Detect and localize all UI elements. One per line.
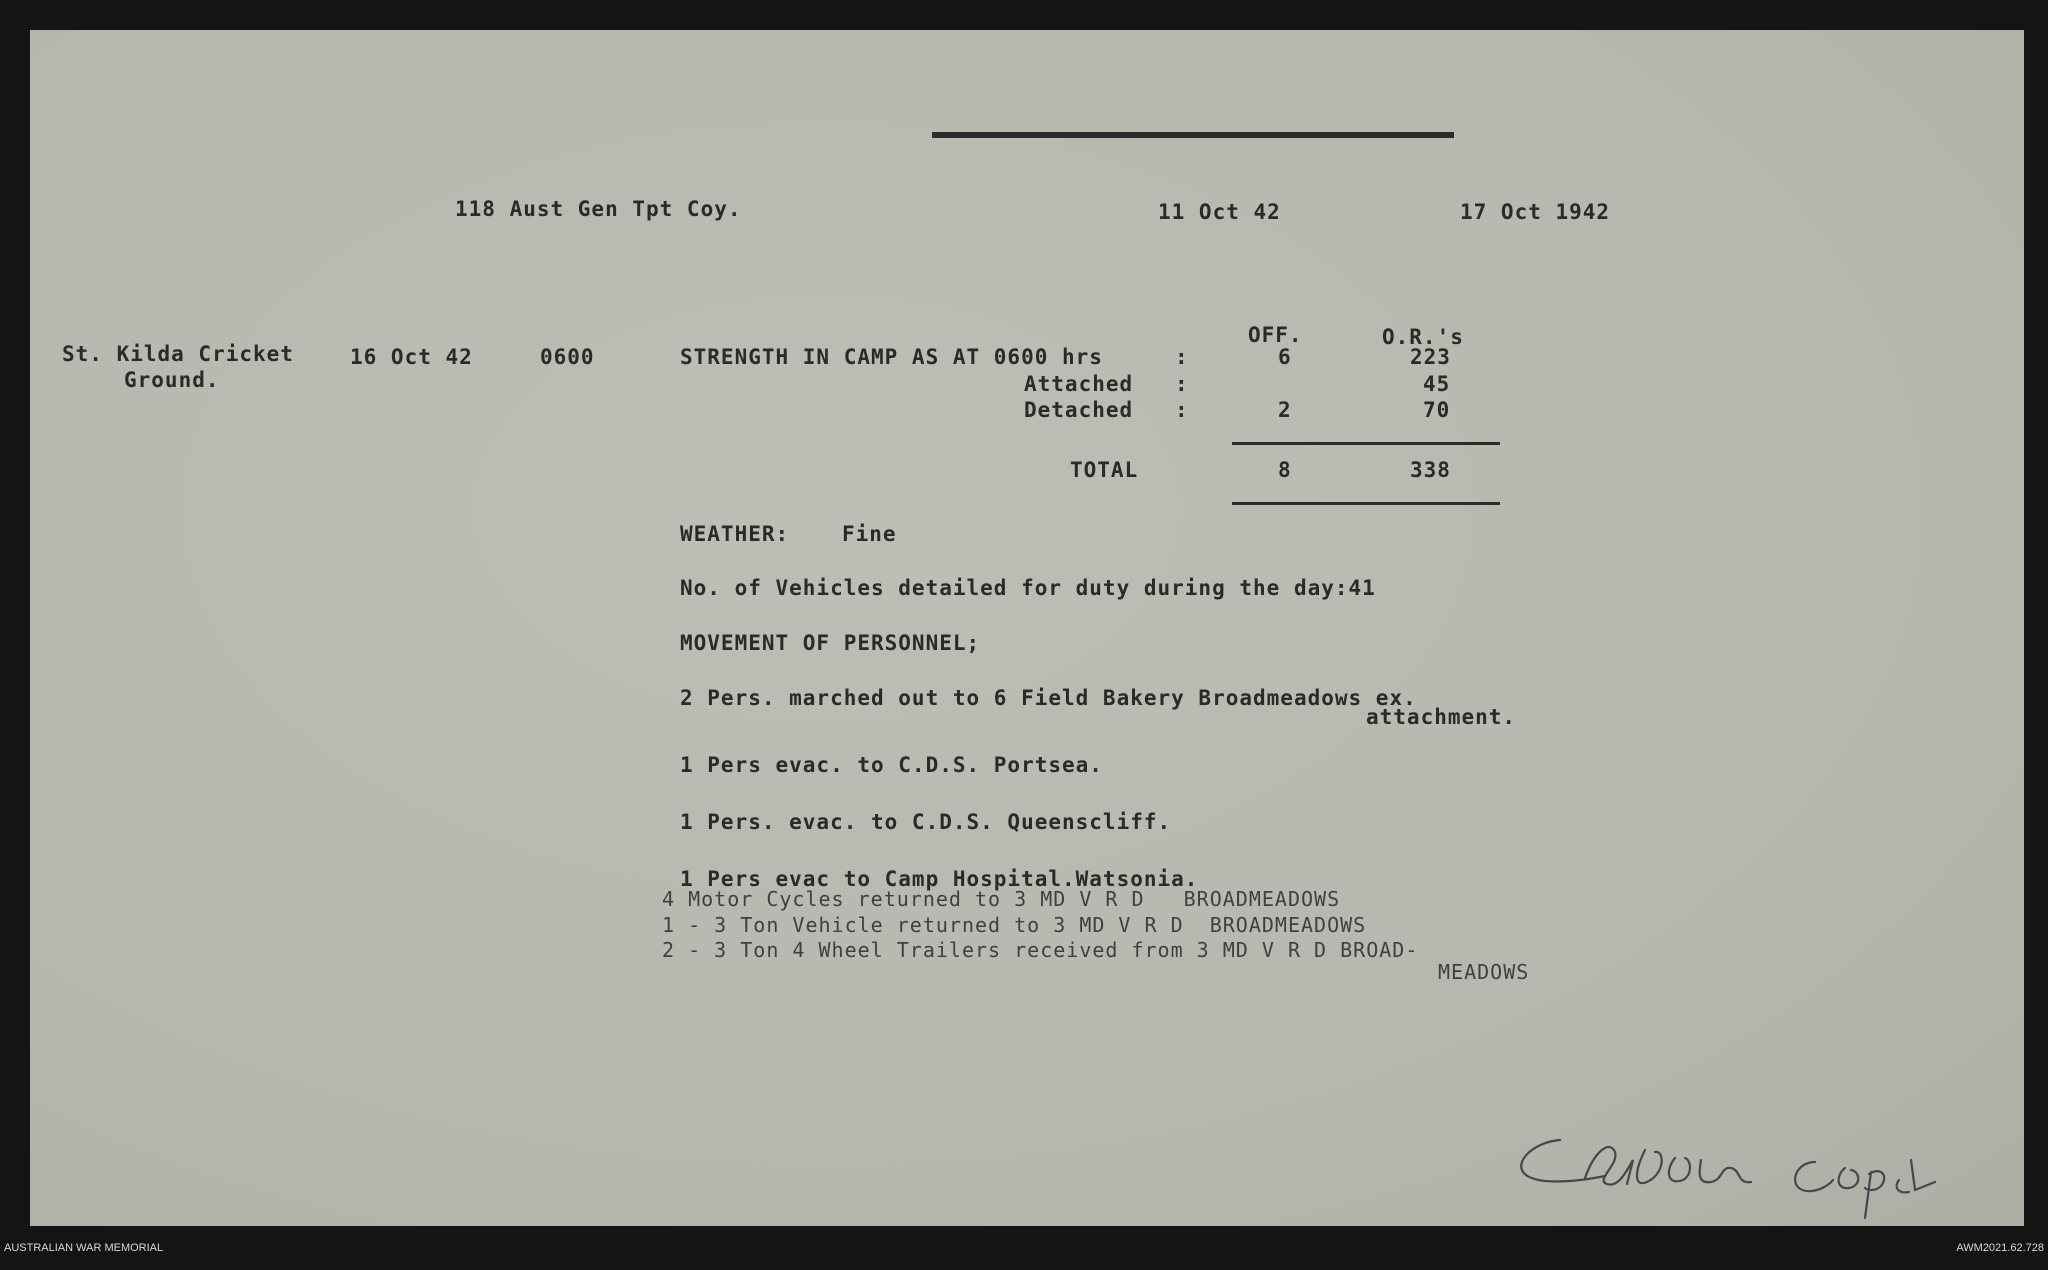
- place-line2: Ground.: [124, 368, 220, 392]
- total-off: 8: [1278, 458, 1292, 482]
- movement-4: 1 Pers evac to Camp Hospital.Watsonia.: [680, 867, 1199, 891]
- movement-heading: MOVEMENT OF PERSONNEL;: [680, 631, 981, 655]
- footer-right: AWM2021.62.728: [1956, 1242, 2044, 1254]
- date-from: 11 Oct 42: [1158, 200, 1281, 224]
- document-page: [30, 30, 2024, 1226]
- movement-1-cont: attachment.: [1366, 705, 1517, 729]
- date-to: 17 Oct 1942: [1460, 200, 1611, 224]
- total-rule-bottom: [1232, 502, 1500, 505]
- vehicle-movement-3: 2 - 3 Ton 4 Wheel Trailers received from 3 MD V R D BROAD-: [662, 938, 1419, 962]
- vehicle-movement-1: 4 Motor Cycles returned to 3 MD V R D BROADMEADOWS: [662, 887, 1341, 911]
- signature: [1515, 1110, 1975, 1220]
- strength-or-2: 45: [1423, 372, 1451, 396]
- col-off-header: OFF.: [1248, 323, 1303, 347]
- strength-off-1: 6: [1278, 345, 1292, 369]
- attached-label: Attached: [1024, 372, 1134, 396]
- total-label: TOTAL: [1070, 458, 1139, 482]
- detached-label: Detached: [1024, 398, 1134, 422]
- strength-title: STRENGTH IN CAMP AS AT 0600 hrs: [680, 345, 1103, 369]
- place-line1: St. Kilda Cricket: [62, 342, 294, 366]
- total-rule-top: [1232, 442, 1500, 445]
- strength-or-3: 70: [1423, 398, 1451, 422]
- top-rule: [932, 132, 1454, 138]
- weather-label: WEATHER:: [680, 522, 790, 546]
- strength-colon-2: :: [1175, 372, 1189, 396]
- total-or: 338: [1410, 458, 1451, 482]
- vehicle-movement-2: 1 - 3 Ton Vehicle returned to 3 MD V R D BROADMEADOWS: [662, 913, 1367, 937]
- movement-3: 1 Pers. evac. to C.D.S. Queenscliff.: [680, 810, 1172, 834]
- strength-or-1: 223: [1410, 345, 1451, 369]
- strength-colon-1: :: [1175, 345, 1189, 369]
- entry-time: 0600: [540, 345, 595, 369]
- footer-left: AUSTRALIAN WAR MEMORIAL: [4, 1242, 164, 1254]
- weather-value: Fine: [842, 522, 897, 546]
- entry-date: 16 Oct 42: [350, 345, 473, 369]
- unit-name: 118 Aust Gen Tpt Coy.: [455, 197, 742, 221]
- strength-off-3: 2: [1278, 398, 1292, 422]
- movement-1: 2 Pers. marched out to 6 Field Bakery Broadmeadows ex.: [680, 686, 1417, 710]
- vehicle-movement-3-cont: MEADOWS: [1438, 960, 1530, 984]
- strength-colon-3: :: [1175, 398, 1189, 422]
- col-or-header: O.R.'s: [1382, 325, 1464, 349]
- movement-2: 1 Pers evac. to C.D.S. Portsea.: [680, 753, 1103, 777]
- vehicles-line: No. of Vehicles detailed for duty during the day:41: [680, 576, 1376, 600]
